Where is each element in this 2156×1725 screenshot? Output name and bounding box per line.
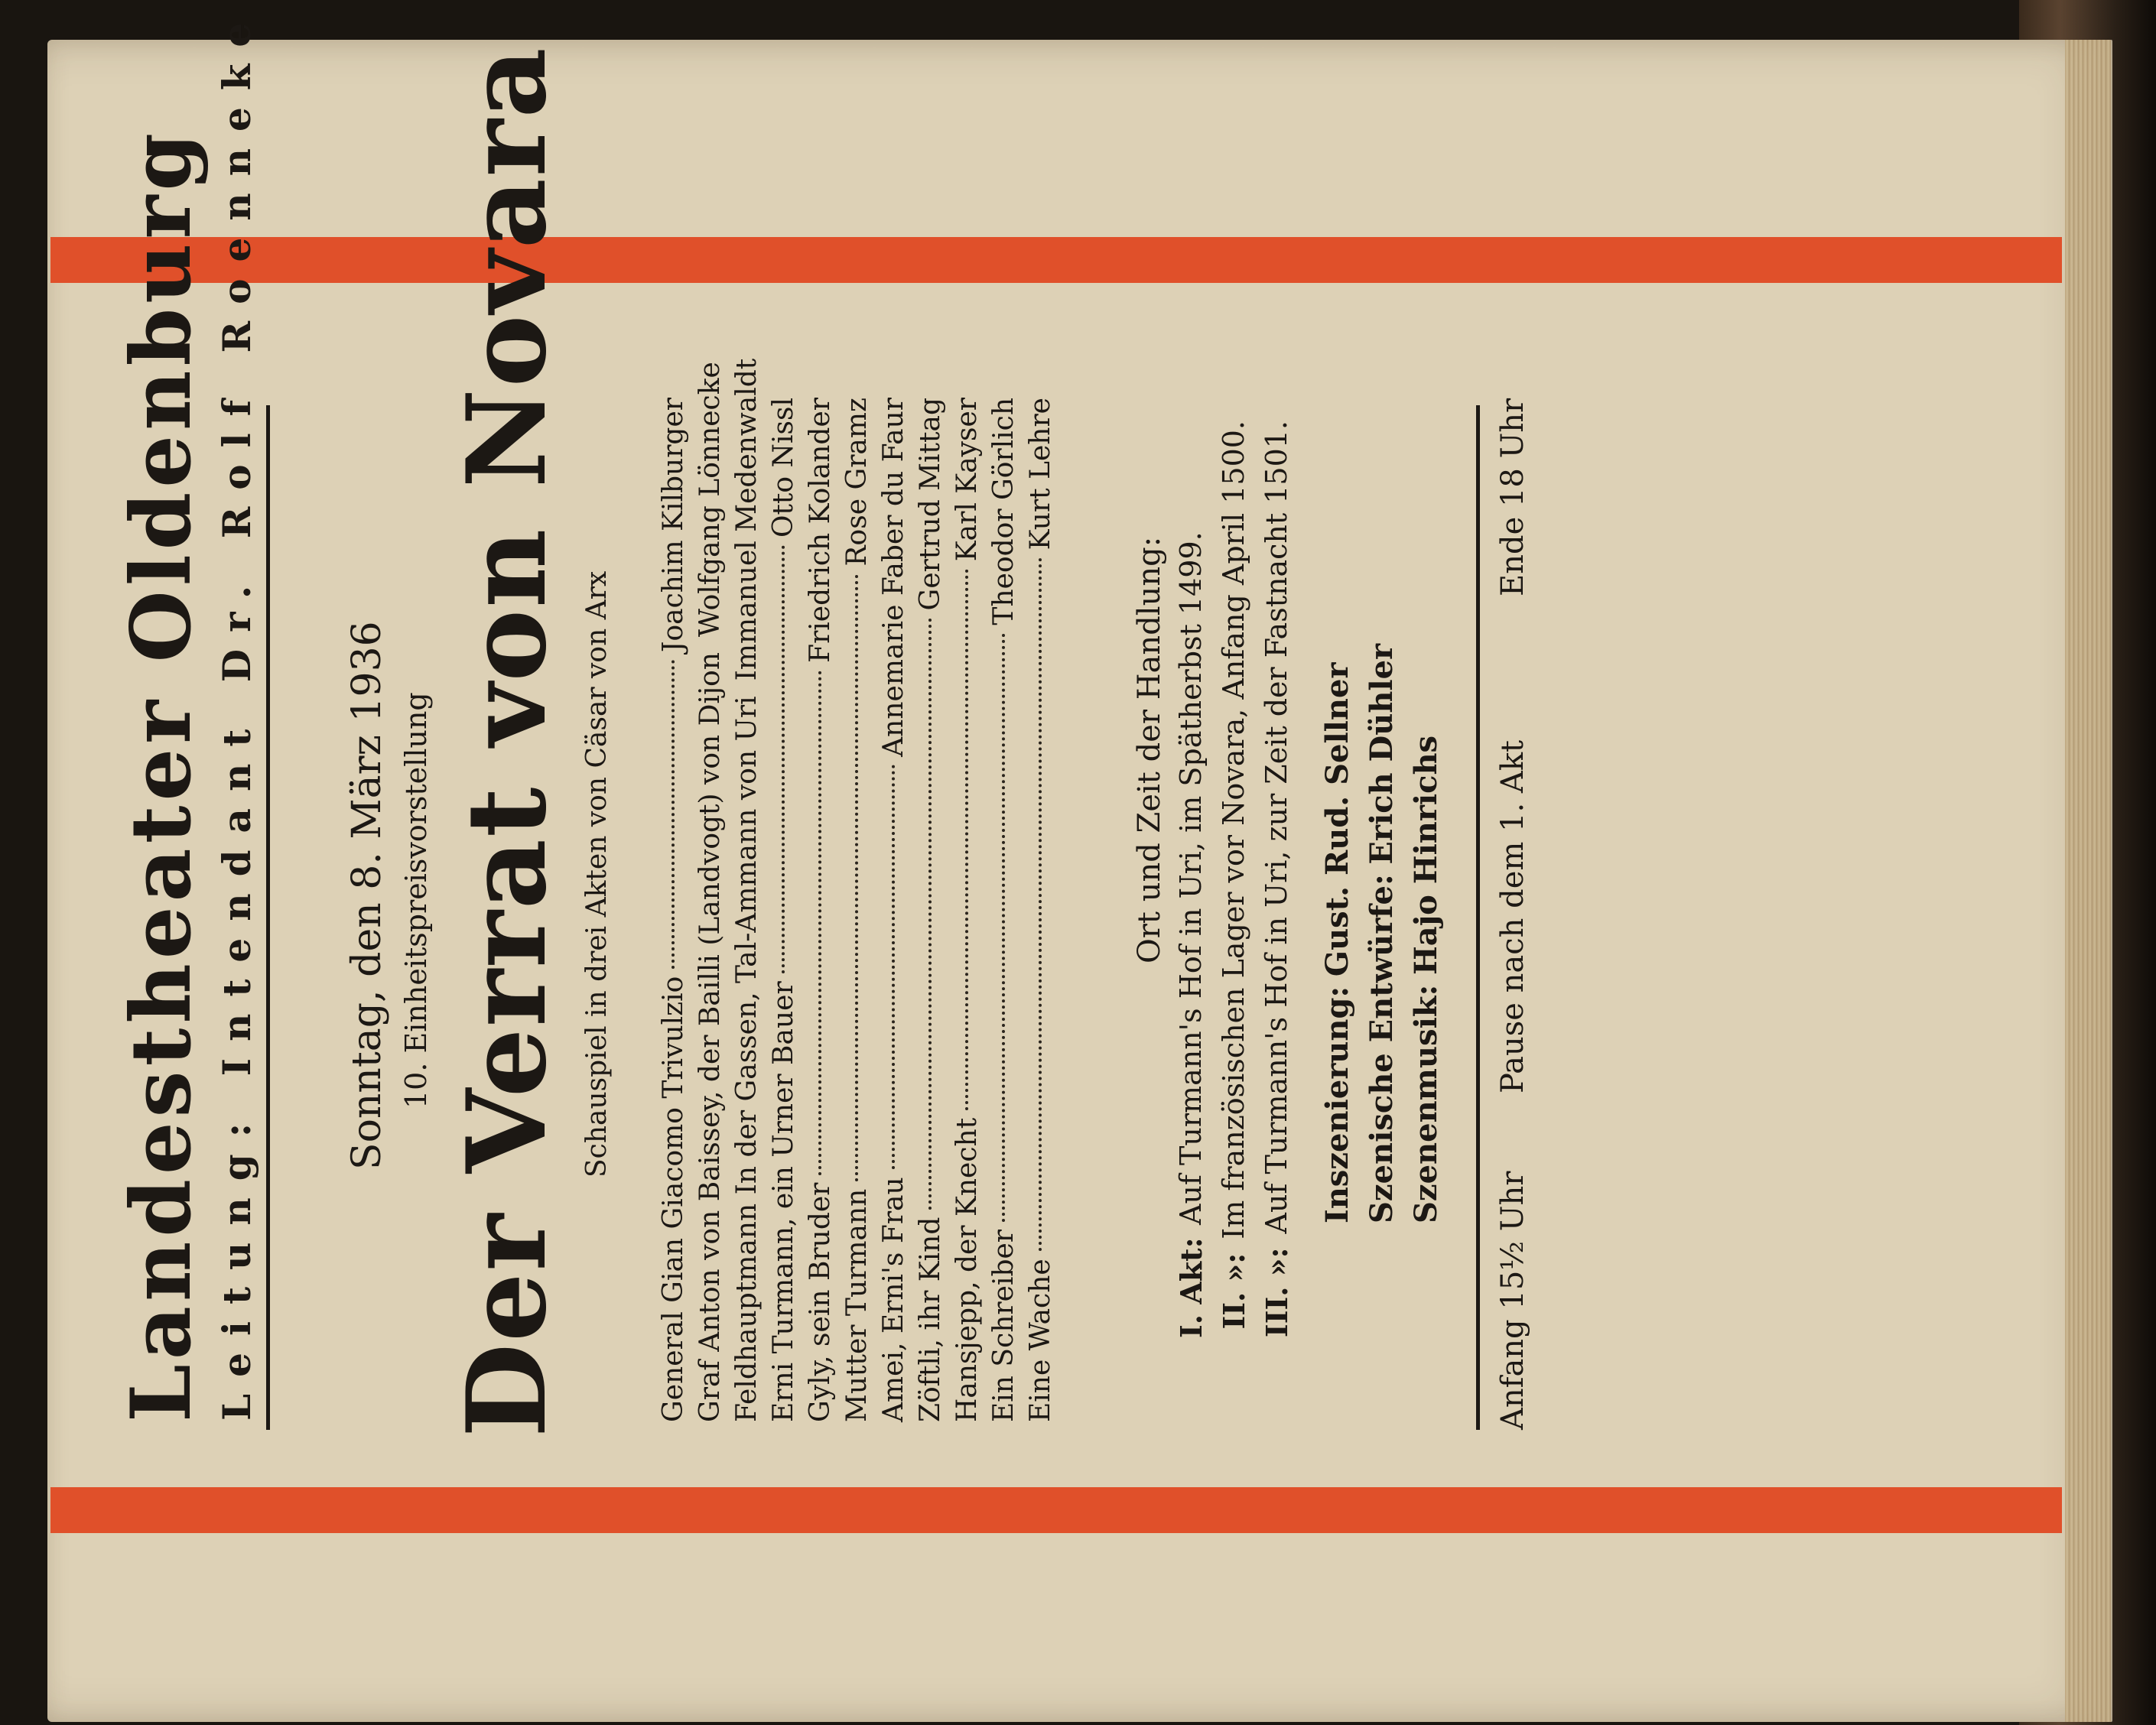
leader-dots (965, 569, 968, 1110)
cast-role: Graf Anton von Baissey, der Bailli (Landvogt) von Dijon (694, 651, 726, 1422)
end-time: Ende 18 Uhr (1495, 398, 1530, 596)
cast-role: Erni Turmann, ein Urner Bauer (768, 981, 799, 1422)
leader-dots (672, 660, 675, 969)
cast-role: Amei, Erni's Frau (878, 1177, 909, 1422)
program-content (99, 5, 1560, 1453)
performance-date: Sonntag, den 8. März 1936 (344, 621, 390, 1170)
leader-dots (892, 765, 895, 1170)
cast-row (1025, 398, 1062, 1422)
cast-role: Ein Schreiber (988, 1229, 1019, 1422)
performance-type: 10. Einheitspreisvorstellung (399, 692, 433, 1109)
start-time: Anfang 15½ Uhr (1495, 1171, 1530, 1430)
act-row (1260, 421, 1302, 1338)
act-row (1174, 421, 1217, 1338)
cast-row (768, 398, 805, 1422)
credit-name: Gust. Rud. Sellner (1319, 662, 1355, 977)
theater-title: Landestheater Oldenburg (113, 128, 210, 1422)
cast-row (841, 398, 878, 1422)
page-edge (2065, 40, 2111, 1722)
cast-role: General Gian Giacomo Trivulzio (658, 976, 689, 1422)
cast-row (988, 398, 1025, 1422)
act-number: I. Akt: (1174, 1237, 1208, 1338)
credit-name: Erich Dühler (1364, 643, 1400, 865)
cast-actor: Friedrich Kolander (805, 398, 836, 663)
cast-row (951, 398, 988, 1422)
accent-bar-bottom (50, 1487, 2062, 1533)
cast-actor: Rose Gramz (841, 398, 873, 567)
cast-row (731, 358, 768, 1422)
cast-actor: Annemarie Faber du Faur (878, 398, 909, 757)
top-rule (266, 405, 270, 1430)
cast-role: Mutter Turmann (841, 1188, 873, 1422)
setting-heading: Ort und Zeit der Handlung: (1132, 536, 1167, 963)
credit-row (1364, 535, 1408, 1223)
cast-role: Eine Wache (1025, 1259, 1056, 1422)
cast-row (805, 398, 841, 1422)
play-title: Der Verrat von Novara (444, 46, 571, 1438)
cast-list (658, 358, 1062, 1422)
cast-actor: Theodor Görlich (988, 398, 1019, 625)
credit-label: Szenenmusik: (1408, 984, 1444, 1223)
acts-list (1174, 421, 1302, 1338)
pause-note: Pause nach dem 1. Akt (1495, 739, 1530, 1093)
accent-bar-top (50, 237, 2062, 283)
leader-dots (782, 545, 785, 973)
management-line: Leitung: Intendant Dr. Rolf Roenneke (214, 5, 259, 1421)
cast-row (694, 362, 731, 1422)
cast-actor: Immanuel Medenwaldt (731, 358, 763, 681)
cast-role: Hansjepp, der Knecht (951, 1117, 983, 1422)
act-number: II. »: (1217, 1252, 1251, 1330)
act-description: Auf Turmann's Hof in Uri, im Spätherbst 1499. (1174, 531, 1208, 1225)
credit-row (1319, 535, 1364, 1223)
credit-label: Szenische Entwürfe: (1364, 874, 1400, 1223)
act-description: Im französischen Lager vor Novara, Anfang April 1500. (1217, 421, 1250, 1239)
leader-dots (1002, 633, 1005, 1222)
cast-role: Feldhauptmann In der Gassen, Tal-Ammann von Uri (731, 696, 763, 1422)
bottom-rule (1476, 405, 1480, 1430)
cast-actor: Gertrud Mittag (915, 398, 946, 611)
leader-dots (818, 671, 821, 1175)
leader-dots (1039, 557, 1042, 1251)
cast-row (915, 398, 951, 1422)
cast-actor: Karl Kayser (951, 398, 983, 562)
leader-dots (928, 618, 932, 1209)
leader-dots (855, 574, 858, 1181)
credit-label: Inszenierung: (1319, 986, 1355, 1223)
act-row (1217, 421, 1260, 1338)
credit-row (1408, 535, 1452, 1223)
cast-role: Gyly, sein Bruder (805, 1182, 836, 1422)
cast-row (878, 398, 915, 1422)
cast-actor: Otto Nissl (768, 398, 799, 538)
act-number: III. »: (1260, 1247, 1294, 1338)
credits-list (1319, 535, 1452, 1223)
credit-name: Hajo Hinrichs (1408, 735, 1444, 976)
cast-row (658, 398, 694, 1422)
act-description: Auf Turmann's Hof in Uri, zur Zeit der Fastnacht 1501. (1260, 421, 1293, 1234)
cast-role: Zöftli, ihr Kind (915, 1217, 946, 1422)
cast-actor: Joachim Kilburger (658, 398, 689, 652)
cast-actor: Kurt Lehre (1025, 398, 1056, 551)
cast-actor: Wolfgang Lönnecke (694, 362, 726, 637)
play-subtitle: Schauspiel in drei Akten von Cäsar von Arx (581, 570, 613, 1178)
